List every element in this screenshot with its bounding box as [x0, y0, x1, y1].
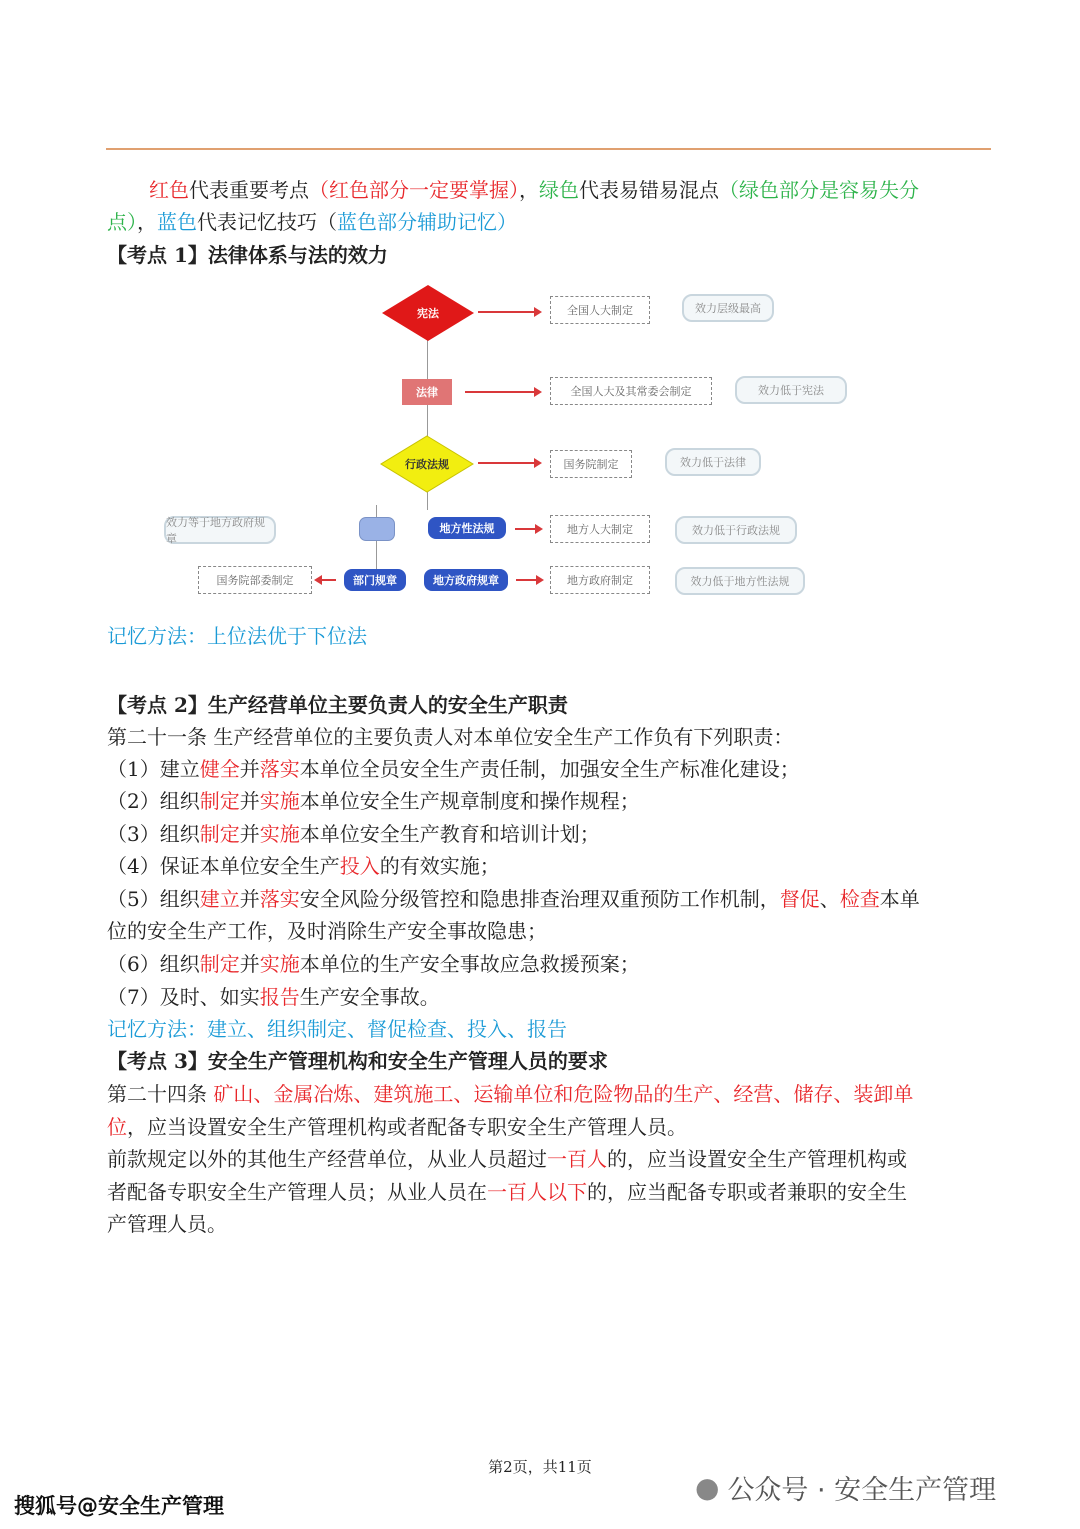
- text-segment: （6）组织: [107, 952, 200, 976]
- effect-callout: 效力等于地方政府规章: [164, 516, 276, 544]
- text-segment: 绿色: [539, 178, 579, 202]
- text-line: [149, 174, 919, 206]
- text-segment: 代表重要考点: [189, 178, 309, 202]
- text-segment: ，: [137, 210, 157, 234]
- maker-box: 地方人大制定: [550, 515, 650, 543]
- arrow-icon: [465, 391, 540, 393]
- page-number: 第2页，共11页: [488, 1458, 592, 1476]
- text-segment: 一百人: [547, 1147, 607, 1171]
- text-segment: 并: [239, 789, 260, 813]
- text-segment: 红色: [149, 178, 189, 202]
- text-segment: （5）组织: [107, 887, 200, 911]
- arrow-icon: [516, 579, 542, 581]
- law-hierarchy-diagram: [160, 280, 860, 610]
- node-bumen: 部门规章: [344, 569, 406, 591]
- text-segment: 【考点 1】法律体系与法的效力: [107, 243, 388, 267]
- maker-box: 地方政府制定: [550, 566, 650, 594]
- text-segment: 记忆方法：上位法优于下位法: [107, 624, 367, 648]
- node-label: 宪法: [417, 307, 439, 320]
- text-segment: 生产安全事故。: [299, 985, 440, 1009]
- effect-callout: 效力低于法律: [665, 448, 761, 476]
- text-segment: 的，应当设置安全生产管理机构或: [607, 1147, 907, 1171]
- text-segment: 检查: [839, 887, 880, 911]
- text-segment: 实施: [259, 822, 300, 846]
- sohu-watermark: 搜狐号@安全生产管理: [14, 1494, 224, 1518]
- text-segment: 【考点 2】生产经营单位主要负责人的安全生产职责: [107, 693, 568, 717]
- text-line: [107, 948, 640, 980]
- text-segment: 本单位安全生产教育和培训计划；: [299, 822, 600, 846]
- wechat-account: 公众号 · 安全生产管理: [727, 1475, 997, 1506]
- arrow-icon: [478, 462, 540, 464]
- text-segment: 的有效实施；: [379, 854, 500, 878]
- text-line: [107, 818, 600, 850]
- text-segment: 本单位的生产安全事故应急救援预案；: [299, 952, 640, 976]
- text-line: [107, 1176, 907, 1208]
- maker-box: 国务院制定: [550, 450, 632, 478]
- text-segment: 报告: [259, 985, 300, 1009]
- text-segment: 记忆方法：建立、组织制定、督促检查、投入、报告: [107, 1017, 567, 1041]
- text-segment: 【考点 3】安全生产管理机构和安全生产管理人员的要求: [107, 1049, 608, 1073]
- text-segment: 产管理人员。: [107, 1212, 227, 1236]
- effect-callout: 效力低于地方性法规: [675, 567, 805, 595]
- text-segment: 矿山、金属冶炼、建筑施工、运输单位和危险物品的生产、经营、储存、装卸单: [213, 1082, 914, 1106]
- text-segment: 制定: [199, 789, 240, 813]
- wechat-watermark: [695, 1468, 996, 1507]
- text-line: [107, 1013, 567, 1045]
- text-line: [107, 1143, 907, 1175]
- text-line: [107, 850, 500, 882]
- text-segment: 健全: [199, 757, 240, 781]
- text-segment: 一百人以下: [487, 1180, 587, 1204]
- text-segment: 制定: [199, 822, 240, 846]
- text-segment: 、: [819, 887, 840, 911]
- text-segment: 第二十一条 生产经营单位的主要负责人对本单位安全生产工作负有下列职责：: [107, 725, 794, 749]
- text-segment: （4）保证本单位安全生产: [107, 854, 340, 878]
- text-segment: （1）建立: [107, 757, 200, 781]
- text-segment: 并: [239, 952, 260, 976]
- node-xingzheng: [385, 438, 469, 490]
- text-segment: ，: [519, 178, 539, 202]
- text-segment: 者配备专职安全生产管理人员；从业人员在: [107, 1180, 487, 1204]
- text-segment: 的，应当配备专职或者兼职的安全生: [587, 1180, 907, 1204]
- text-segment: ，应当设置安全生产管理机构或者配备专职安全生产管理人员。: [127, 1115, 687, 1139]
- text-segment: 安全风险分级管控和隐患排查治理双重预防工作机制，: [299, 887, 780, 911]
- text-segment: 本单位全员安全生产责任制，加强安全生产标准化建设；: [299, 757, 800, 781]
- text-segment: （7）及时、如实: [107, 985, 260, 1009]
- wechat-icon: ●: [695, 1471, 720, 1504]
- text-segment: 代表易错易混点: [579, 178, 719, 202]
- text-segment: 蓝色部分辅助记忆）: [337, 210, 517, 234]
- text-segment: （2）组织: [107, 789, 200, 813]
- text-segment: 建立: [199, 887, 240, 911]
- text-line: [107, 785, 640, 817]
- text-segment: （红色部分一定要掌握）: [309, 178, 519, 202]
- text-segment: 实施: [259, 952, 300, 976]
- node-difangzhengfu: 地方政府规章: [424, 569, 508, 591]
- maker-box: 全国人大制定: [550, 296, 650, 324]
- text-segment: 点）: [107, 210, 137, 234]
- text-segment: 位: [107, 1115, 127, 1139]
- text-segment: 督促: [779, 887, 820, 911]
- text-line: [107, 915, 547, 947]
- text-line: [107, 721, 793, 753]
- text-segment: 并: [239, 887, 260, 911]
- text-segment: 并: [239, 822, 260, 846]
- text-segment: 代表记忆技巧（: [197, 210, 337, 234]
- text-line: [107, 620, 367, 652]
- text-line: [107, 1078, 913, 1110]
- node-label: 行政法规: [405, 458, 449, 471]
- text-line: [107, 1045, 608, 1077]
- text-line: [107, 1208, 227, 1240]
- effect-callout: 效力低于宪法: [735, 376, 847, 404]
- text-segment: 蓝色: [157, 210, 197, 234]
- text-segment: 制定: [199, 952, 240, 976]
- text-segment: （绿色部分是容易失分: [719, 178, 919, 202]
- text-line: [107, 206, 517, 238]
- text-segment: 落实: [259, 757, 300, 781]
- junction-node: [359, 517, 395, 541]
- arrow-icon: [316, 579, 336, 581]
- text-segment: 本单位安全生产规章制度和操作规程；: [299, 789, 640, 813]
- effect-callout: 效力层级最高: [682, 294, 774, 322]
- text-segment: 位的安全生产工作，及时消除生产安全事故隐患；: [107, 919, 547, 943]
- maker-box: 全国人大及其常委会制定: [550, 377, 712, 405]
- text-line: [107, 689, 568, 721]
- arrow-icon: [478, 311, 540, 313]
- text-line: [107, 753, 800, 785]
- maker-box: 国务院部委制定: [198, 566, 312, 594]
- text-line: [107, 883, 920, 915]
- text-line: [107, 1111, 687, 1143]
- node-difangxing: 地方性法规: [428, 517, 506, 539]
- text-segment: 本单: [879, 887, 920, 911]
- text-line: [107, 239, 388, 271]
- text-segment: 落实: [259, 887, 300, 911]
- text-segment: 并: [239, 757, 260, 781]
- text-segment: 第二十四条: [107, 1082, 214, 1106]
- text-segment: 实施: [259, 789, 300, 813]
- arrow-icon: [515, 528, 541, 530]
- effect-callout: 效力低于行政法规: [675, 516, 797, 544]
- text-segment: （3）组织: [107, 822, 200, 846]
- node-xianfa: [390, 288, 466, 338]
- text-segment: 前款规定以外的其他生产经营单位，从业人员超过: [107, 1147, 547, 1171]
- text-segment: 投入: [339, 854, 380, 878]
- node-falv: 法律: [402, 379, 452, 405]
- header-rule: [106, 148, 991, 150]
- text-line: [107, 981, 440, 1013]
